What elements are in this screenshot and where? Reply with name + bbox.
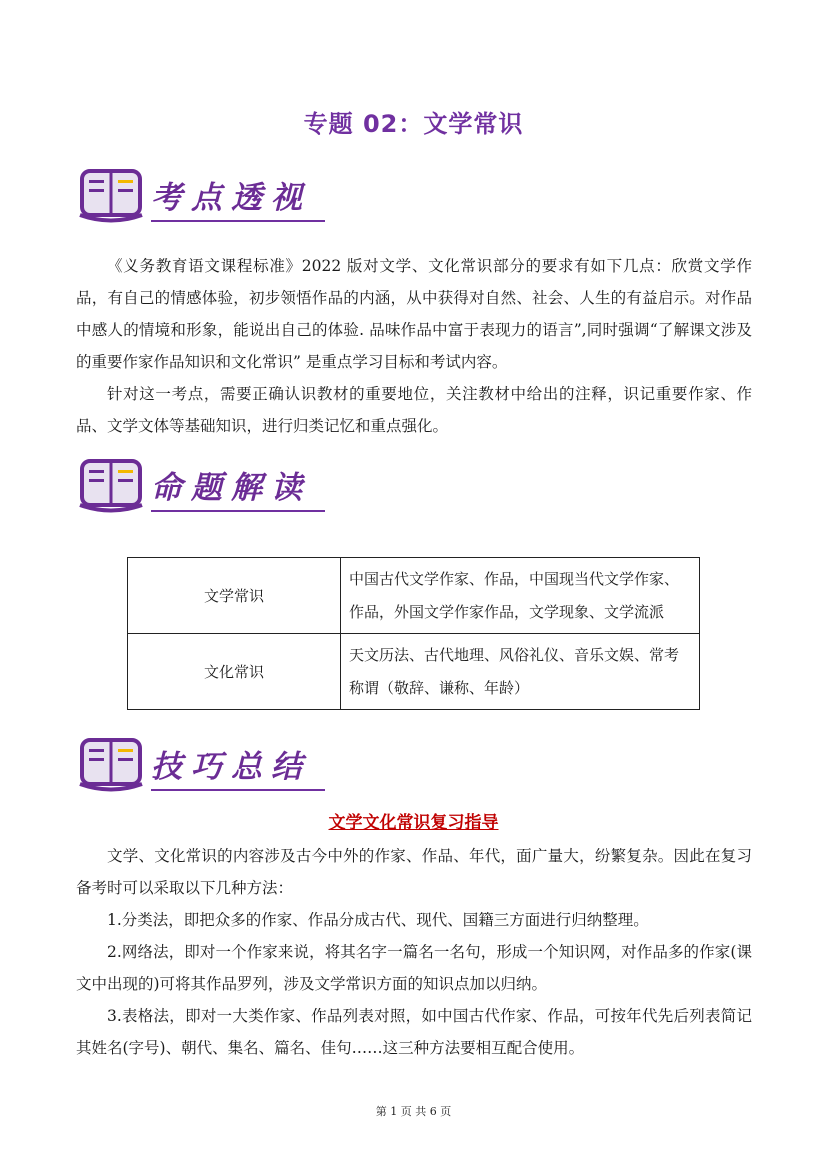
subsection-title: 文学文化常识复习指导: [328, 813, 499, 833]
table-cell-content: 中国古代文学作家、作品，中国现当代文学作家、作品，外国文学作家作品，文学现象、文学流派: [341, 558, 700, 634]
table-cell-category: 文学常识: [128, 558, 341, 634]
book-icon: [78, 458, 144, 516]
paragraph: 1.分类法，即把众多的作家、作品分成古代、现代、国籍三方面进行归纳整理。: [107, 911, 649, 929]
paragraph: 针对这一考点，需要正确认识教材的重要地位，关注教材中给出的注释，识记重要作家、作品、文学文体等基础知识，进行归类记忆和重点强化。: [76, 385, 752, 435]
section-banner-kaodian: [78, 168, 338, 228]
table-row: [128, 634, 700, 710]
book-icon: [78, 168, 144, 226]
table-cell-content: 天文历法、古代地理、风俗礼仪、音乐文娱、常考称谓（敬辞、谦称、年龄）: [341, 634, 700, 710]
paragraph: 3.表格法，即对一大类作家、作品列表对照，如中国古代作家、作品，可按年代先后列表简记其姓名(字号)、朝代、集名、篇名、佳句……这三种方法要相互配合使用。: [76, 1007, 752, 1057]
section-heading: 技巧总结: [151, 749, 311, 785]
section-heading: 考点透视: [151, 180, 311, 216]
table-cell-category: 文化常识: [128, 634, 341, 710]
section-heading: 命题解读: [151, 470, 311, 506]
heading-underline: [151, 220, 325, 222]
paragraph: 2.网络法，即对一个作家来说，将其名字一篇名一名句，形成一个知识网，对作品多的作家(课文中出现的)可将其作品罗列，涉及文学常识方面的知识点加以归纳。: [76, 943, 752, 993]
paragraph: 文学、文化常识的内容涉及古今中外的作家、作品、年代，面广量大，纷繁复杂。因此在复习备考时可以采取以下几种方法：: [76, 847, 752, 897]
table-row: [128, 558, 700, 634]
page-title: 专题 02：文学常识: [303, 110, 524, 138]
section-banner-jiqiao: [78, 737, 338, 797]
section-banner-mingti: [78, 458, 338, 518]
page-footer: 第 1 页 共 6 页: [375, 1105, 452, 1118]
paragraph: 《义务教育语文课程标准》2022 版对文学、文化常识部分的要求有如下几点：欣赏文学作品，有自己的情感体验，初步领悟作品的内涵，从中获得对自然、社会、人生的有益启示。对作品中感人的情境和形象，能说出自己的体验. 品味作品中富于表现力的语言”,同时强调“了解课文涉及的重要作家作品知识和文化常识” 是重点学习目标和考试内容。: [76, 257, 752, 371]
heading-underline: [151, 510, 325, 512]
heading-underline: [151, 789, 325, 791]
book-icon: [78, 737, 144, 795]
knowledge-table: [127, 557, 700, 710]
